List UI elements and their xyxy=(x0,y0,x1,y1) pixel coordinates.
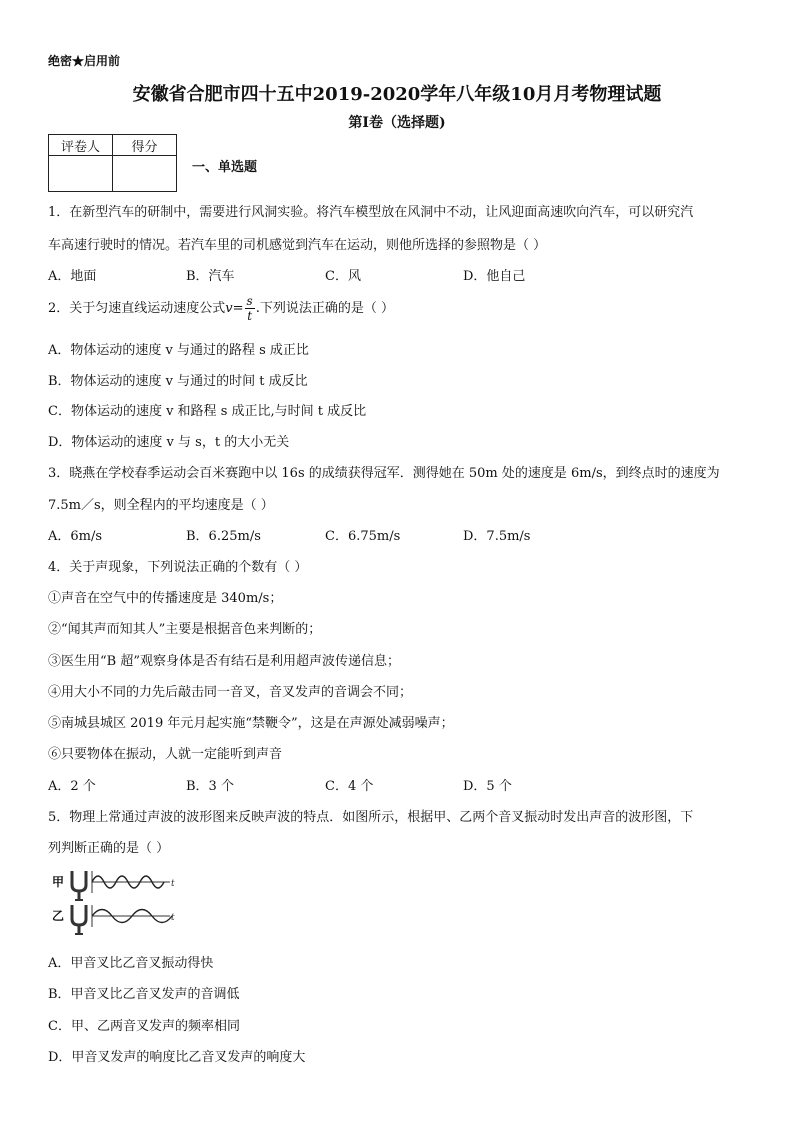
score-table-score-cell[interactable] xyxy=(113,156,177,192)
q4-option-a: A．2 个 xyxy=(48,779,96,794)
q3-option-a: A．6m/s xyxy=(48,529,103,544)
q5-option-a: A．甲音叉比乙音叉振动得快 xyxy=(48,956,214,971)
q5-stem-line2: 列判断正确的是（ ） xyxy=(48,841,170,856)
q2-stem-pre: 2．关于匀速直线运动速度公式 xyxy=(48,301,226,316)
q3-option-d: D．7.5m/s xyxy=(463,529,531,544)
q1-option-a: A．地面 xyxy=(48,269,97,284)
q1-stem-line2: 车高速行驶时的情况。若汽车里的司机感觉到汽车在运动，则他所选择的参照物是（ ） xyxy=(48,238,547,253)
q5-option-d: D．甲音叉发声的响度比乙音叉发声的响度大 xyxy=(48,1050,306,1065)
section-heading: 一、单选题 xyxy=(192,160,258,175)
q4-statement-3: ③医生用“B 超”观察身体是否有结石是利用超声波传递信息； xyxy=(48,654,400,669)
exam-title: 安徽省合肥市四十五中2019-2020学年八年级10月月考物理试题 xyxy=(132,84,662,105)
svg-text:t: t xyxy=(171,913,175,923)
secret-label: 绝密★启用前 xyxy=(48,54,121,68)
q2-stem-post: .下列说法正确的是（ ） xyxy=(255,301,394,316)
score-table-grader-cell[interactable] xyxy=(49,156,113,192)
q4-statement-5: ⑤南城县城区 2019 年元月起实施“禁鞭令”，这是在声源处减弱噪声； xyxy=(48,716,454,731)
q1-option-b: B．汽车 xyxy=(186,269,235,284)
q2-option-a: A．物体运动的速度 v 与通过的路程 s 成正比 xyxy=(48,343,309,358)
q5-option-b: B．甲音叉比乙音叉发声的音调低 xyxy=(48,987,240,1002)
q5-option-c: C．甲、乙两音叉发声的频率相同 xyxy=(48,1019,240,1034)
waveform-jia xyxy=(92,871,175,893)
q3-stem-line2: 7.5m／s，则全程内的平均速度是（ ） xyxy=(48,498,274,513)
q2-formula-eq: = xyxy=(232,301,244,316)
q4-stem: 4．关于声现象，下列说法正确的个数有（ ） xyxy=(48,560,308,575)
score-table-grader-header: 评卷人 xyxy=(49,135,113,156)
fig-label-yi: 乙 xyxy=(52,909,65,923)
tuning-fork-waveform-figure xyxy=(50,867,190,943)
q3-option-c: C．6.75m/s xyxy=(325,529,401,544)
q1-option-d: D．他自己 xyxy=(463,269,526,284)
waveform-yi xyxy=(92,905,175,927)
q2-option-c: C．物体运动的速度 v 和路程 s 成正比,与时间 t 成反比 xyxy=(48,404,367,419)
q3-option-b: B．6.25m/s xyxy=(186,529,261,544)
fig-label-jia: 甲 xyxy=(52,875,65,889)
q2-option-b: B．物体运动的速度 v 与通过的时间 t 成反比 xyxy=(48,374,308,389)
q5-stem-line1: 5．物理上常通过声波的波形图来反映声波的特点．如图所示，根据甲、乙两个音叉振动时发出声音的波形图，下 xyxy=(48,810,694,825)
q4-statement-2: ②“闻其声而知其人”主要是根据音色来判断的； xyxy=(48,622,322,637)
q4-statement-6: ⑥只要物体在振动，人就一定能听到声音 xyxy=(48,747,283,762)
q4-statement-4: ④用大小不同的力先后敲击同一音叉，音叉发声的音调会不同； xyxy=(48,685,413,700)
q2-option-d: D．物体运动的速度 v 与 s，t 的大小无关 xyxy=(48,435,290,450)
score-table-score-header: 得分 xyxy=(113,135,177,156)
q2-stem xyxy=(48,294,394,323)
svg-text:t: t xyxy=(171,879,175,889)
q4-option-d: D．5 个 xyxy=(463,779,512,794)
score-table xyxy=(48,134,177,192)
q2-formula-numerator: s xyxy=(246,294,253,308)
q1-stem-line1: 1．在新型汽车的研制中，需要进行风洞实验。将汽车模型放在风洞中不动，让风迎面高速吹向汽车，可以研究汽 xyxy=(48,205,694,220)
q4-option-b: B．3 个 xyxy=(186,779,234,794)
q4-option-c: C．4 个 xyxy=(325,779,374,794)
q2-formula-v: v xyxy=(225,301,233,316)
exam-subtitle: 第I卷（选择题) xyxy=(348,115,446,131)
tuning-fork-jia-icon xyxy=(72,871,86,900)
q3-stem-line1: 3．晓燕在学校春季运动会百米赛跑中以 16s 的成绩获得冠军．测得她在 50m 处的速度是 6m/s，到终点时的速度为 xyxy=(48,466,720,481)
q4-statement-1: ①声音在空气中的传播速度是 340m/s； xyxy=(48,591,283,606)
tuning-fork-yi-icon xyxy=(72,905,86,934)
q2-formula-denominator: t xyxy=(247,309,253,323)
q1-option-c: C．风 xyxy=(325,269,361,284)
q2-formula-fraction xyxy=(245,294,255,323)
waveform-figure-svg xyxy=(50,867,190,939)
